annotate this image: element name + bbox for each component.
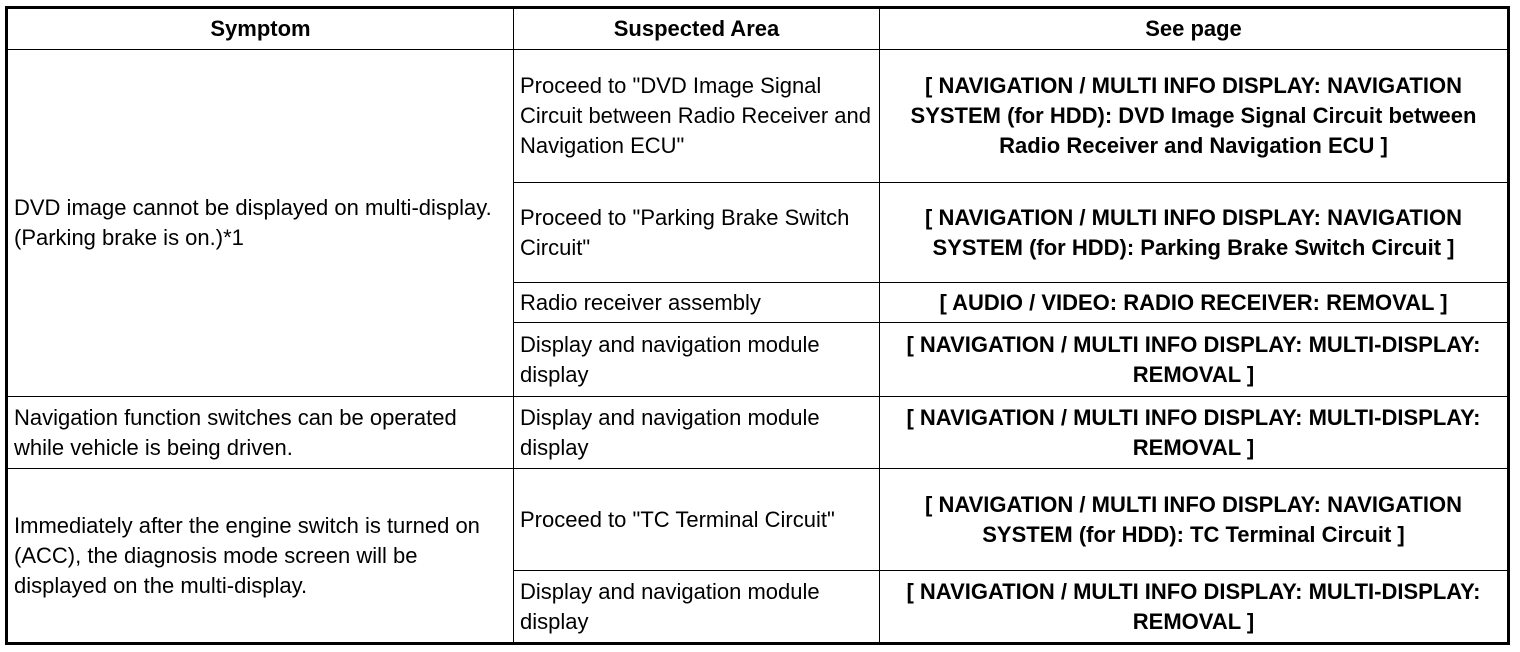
symptom-cell: Navigation function switches can be operated while vehicle is being driven. bbox=[7, 397, 514, 469]
header-row bbox=[7, 8, 1509, 50]
see-page-cell: [ NAVIGATION / MULTI INFO DISPLAY: MULTI-DISPLAY: REMOVAL ] bbox=[880, 571, 1509, 644]
symptom-cell: DVD image cannot be displayed on multi-display. (Parking brake is on.)*1 bbox=[7, 50, 514, 397]
see-page-cell: [ NAVIGATION / MULTI INFO DISPLAY: NAVIGATION SYSTEM (for HDD): TC Terminal Circuit ] bbox=[880, 469, 1509, 571]
table-row bbox=[7, 50, 1509, 183]
table-row bbox=[7, 469, 1509, 571]
suspected-area-cell: Display and navigation module display bbox=[514, 397, 880, 469]
suspected-area-cell: Proceed to "Parking Brake Switch Circuit" bbox=[514, 183, 880, 283]
see-page-cell: [ AUDIO / VIDEO: RADIO RECEIVER: REMOVAL ] bbox=[880, 283, 1509, 323]
suspected-area-cell: Display and navigation module display bbox=[514, 571, 880, 644]
table-row bbox=[7, 397, 1509, 469]
see-page-cell: [ NAVIGATION / MULTI INFO DISPLAY: NAVIGATION SYSTEM (for HDD): DVD Image Signal Circuit between Radio Receiver and Navigation ECU ] bbox=[880, 50, 1509, 183]
see-page-cell: [ NAVIGATION / MULTI INFO DISPLAY: MULTI-DISPLAY: REMOVAL ] bbox=[880, 397, 1509, 469]
symptom-cell: Immediately after the engine switch is turned on (ACC), the diagnosis mode screen will be displayed on the multi-display. bbox=[7, 469, 514, 644]
header-suspected-area: Suspected Area bbox=[514, 8, 880, 50]
header-symptom: Symptom bbox=[7, 8, 514, 50]
suspected-area-cell: Proceed to "DVD Image Signal Circuit between Radio Receiver and Navigation ECU" bbox=[514, 50, 880, 183]
see-page-cell: [ NAVIGATION / MULTI INFO DISPLAY: MULTI-DISPLAY: REMOVAL ] bbox=[880, 323, 1509, 397]
see-page-cell: [ NAVIGATION / MULTI INFO DISPLAY: NAVIGATION SYSTEM (for HDD): Parking Brake Switch Circuit ] bbox=[880, 183, 1509, 283]
suspected-area-cell: Display and navigation module display bbox=[514, 323, 880, 397]
suspected-area-cell: Radio receiver assembly bbox=[514, 283, 880, 323]
header-see-page: See page bbox=[880, 8, 1509, 50]
symptom-table bbox=[5, 6, 1510, 645]
suspected-area-cell: Proceed to "TC Terminal Circuit" bbox=[514, 469, 880, 571]
